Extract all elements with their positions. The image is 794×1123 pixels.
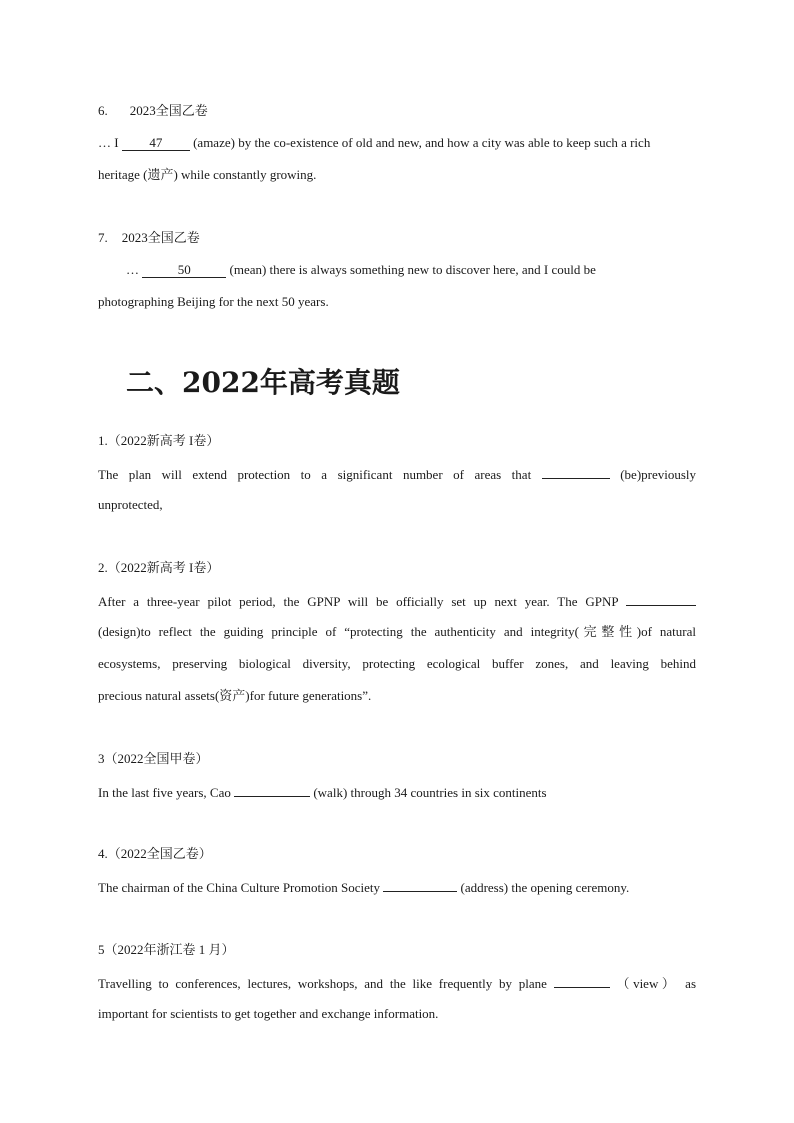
answer-blank: 50	[142, 263, 226, 278]
question-6-line-1: … I 47 (amaze) by the co-existence of old and new, and how a city was able to keep such a rich	[98, 135, 651, 150]
exam-question-2-line-1: After a three-year pilot period, the GPNP will be officially set up next year. The GPNP	[98, 591, 696, 609]
exam-question-4-heading: 4.（2022全国乙卷）	[98, 846, 212, 861]
exam-question-2-line-4: precious natural assets(资产)for future generations”.	[98, 688, 372, 703]
answer-blank	[234, 782, 310, 797]
question-7-line-1: … 50 (mean) there is always something new to discover here, and I could be	[126, 262, 596, 277]
exam-question-1-line-2: unprotected,	[98, 497, 163, 512]
exam-question-3-heading: 3（2022全国甲卷）	[98, 751, 209, 766]
exam-question-1-heading: 1.（2022新高考 I卷）	[98, 433, 220, 448]
question-source: 2023全国乙卷	[121, 230, 200, 245]
question-source: 2023全国乙卷	[129, 103, 208, 118]
exam-question-2-heading: 2.（2022新高考 I卷）	[98, 560, 220, 575]
answer-blank	[554, 973, 610, 988]
exam-question-5-line-2: important for scientists to get together and exchange information.	[98, 1006, 439, 1021]
answer-blank	[542, 464, 610, 479]
exam-question-1-line-1: The plan will extend protection to a significant number of areas that (be)previously	[98, 464, 696, 482]
question-number: 7.	[98, 230, 108, 245]
exam-question-4-line-1: The chairman of the China Culture Promotion Society (address) the opening ceremony.	[98, 877, 696, 895]
question-7-line-2: photographing Beijing for the next 50 years.	[98, 294, 329, 309]
exam-question-5-heading: 5（2022年浙江卷 1 月）	[98, 942, 235, 957]
answer-blank	[626, 591, 696, 606]
question-6-line-2: heritage (遗产) while constantly growing.	[98, 167, 317, 182]
answer-blank: 47	[122, 136, 190, 151]
question-number: 6.	[98, 103, 108, 118]
exam-question-5-line-1: Travelling to conferences, lectures, workshops, and the like frequently by plane （view） as	[98, 973, 696, 991]
question-7-heading	[98, 229, 696, 247]
section-title: 二、2022年高考真题	[126, 366, 400, 399]
exam-question-2-line-3: ecosystems, preserving biological diversity, protecting ecological buffer zones, and leaving behind	[98, 656, 696, 671]
exam-question-2-line-2: (design)to reflect the guiding principle of “protecting the authenticity and integrity(完整性)of natural	[98, 624, 696, 639]
answer-blank	[383, 877, 457, 892]
exam-question-3-line-1: In the last five years, Cao (walk) through 34 countries in six continents	[98, 782, 696, 800]
question-6-heading	[98, 102, 696, 120]
